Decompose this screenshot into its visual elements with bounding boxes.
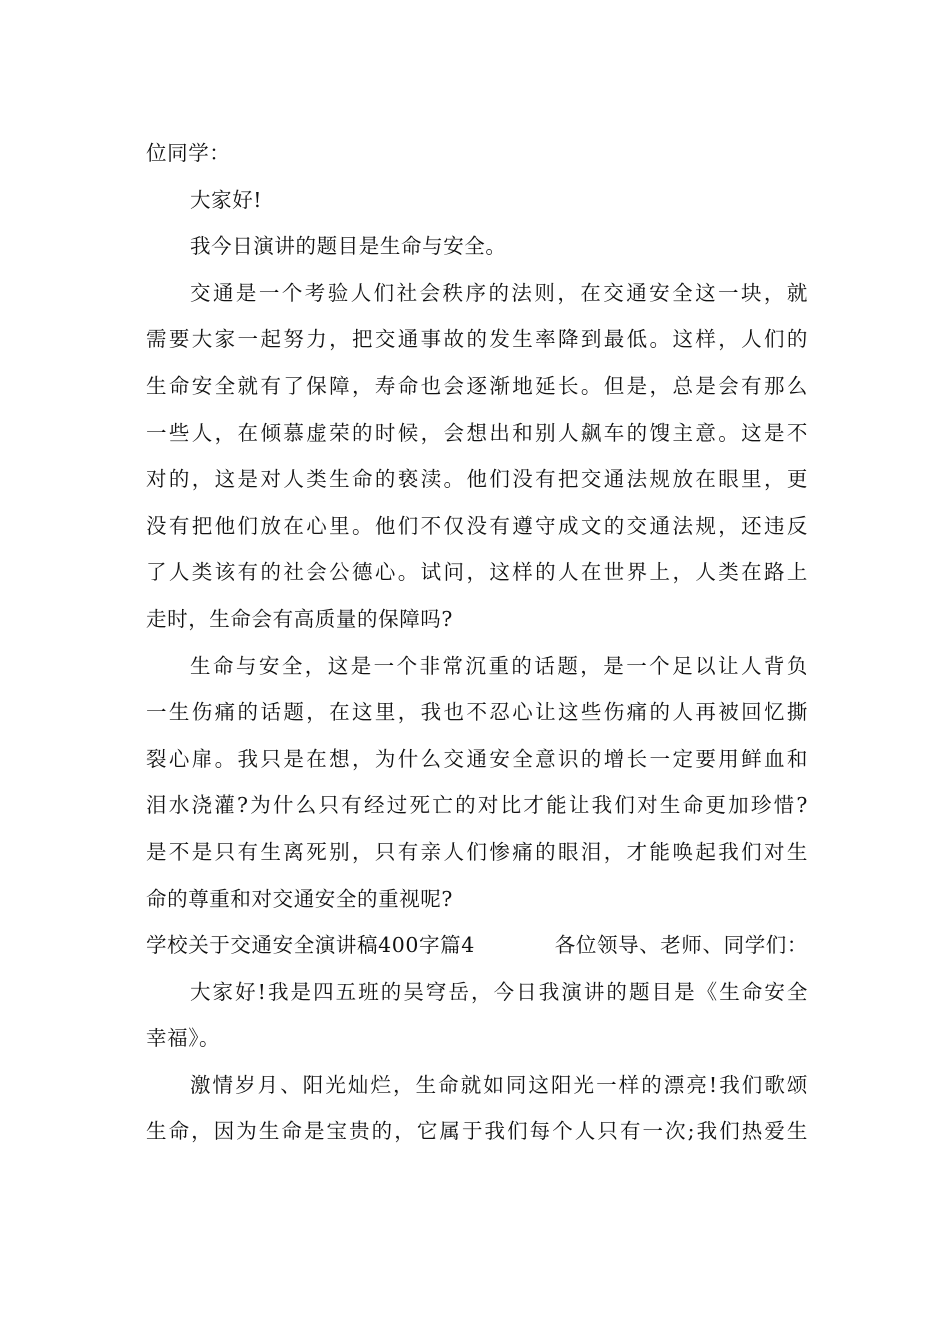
life-safety-paragraph <box>146 643 808 923</box>
intro-paragraph <box>146 969 808 1062</box>
paragraph-line: 激情岁月、阳光灿烂，生命就如同这阳光一样的漂亮!我们歌颂 <box>190 1072 808 1097</box>
paragraph-line: 交通是一个考验人们社会秩序的法则，在交通安全这一块，就 <box>190 280 808 305</box>
paragraph-line: 裂心扉。我只是在想，为什么交通安全意识的增长一定要用鲜血和 <box>146 746 808 771</box>
paragraph-line: 生命与安全，这是一个非常沉重的话题，是一个足以让人背负 <box>190 653 808 678</box>
paragraph-line: 没有把他们放在心里。他们不仅没有遵守成文的交通法规，还违反 <box>146 513 808 538</box>
paragraph-line: 需要大家一起努力，把交通事故的发生率降到最低。这样，人们的 <box>146 327 808 352</box>
paragraph-line: 命的尊重和对交通安全的重视呢? <box>146 886 453 911</box>
traffic-rules-paragraph <box>146 270 808 643</box>
section-heading <box>146 922 808 969</box>
heading-gap <box>475 922 555 969</box>
section-title: 学校关于交通安全演讲稿400字篇4 <box>146 933 475 958</box>
paragraph-line: 生命安全就有了保障，寿命也会逐渐地延长。但是，总是会有那么 <box>146 373 808 398</box>
speech-topic: 我今日演讲的题目是生命与安全。 <box>190 234 507 259</box>
paragraph-line: 是不是只有生离死别，只有亲人们惨痛的眼泪，才能唤起我们对生 <box>146 839 808 864</box>
paragraph-line: 幸福》。 <box>146 1026 221 1051</box>
paragraph-line: 了人类该有的社会公德心。试问，这样的人在世界上，人类在路上 <box>146 560 808 585</box>
paragraph-line: 走时，生命会有高质量的保障吗? <box>146 606 453 631</box>
document-body <box>146 130 808 1155</box>
paragraph-line: 泪水浇灌?为什么只有经过死亡的对比才能让我们对生命更加珍惜? <box>146 793 808 818</box>
paragraph-line: 一生伤痛的话题，在这里，我也不忍心让这些伤痛的人再被回忆撕 <box>146 700 808 725</box>
greeting-hello: 大家好! <box>190 187 263 212</box>
passion-paragraph <box>146 1062 808 1155</box>
paragraph-line: 一些人，在倾慕虚荣的时候，会想出和别人飙车的馊主意。这是不 <box>146 420 808 445</box>
section-salutation: 各位领导、老师、同学们： <box>554 933 808 958</box>
paragraph-line: 生命，因为生命是宝贵的，它属于我们每个人只有一次;我们热爱生 <box>146 1119 808 1144</box>
greeting-salutation: 位同学： <box>146 141 231 165</box>
paragraph-line: 大家好!我是四五班的吴穹岳，今日我演讲的题目是《生命安全 <box>190 979 808 1004</box>
paragraph-line: 对的，这是对人类生命的亵渎。他们没有把交通法规放在眼里，更 <box>146 467 808 492</box>
